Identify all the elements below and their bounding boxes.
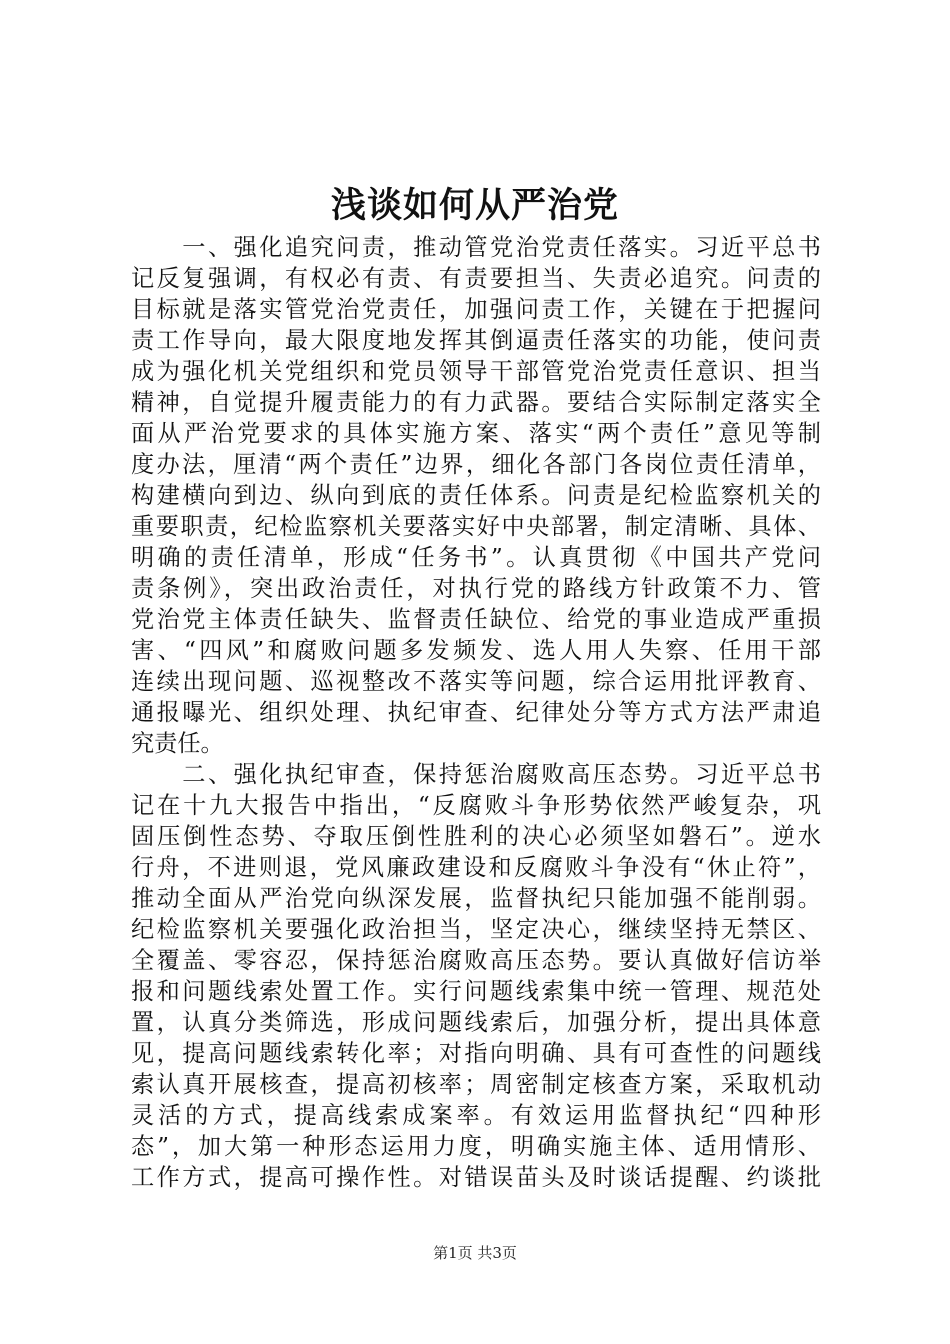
text-line: 度办法，厘清“两个责任”边界，细化各部门各岗位责任清单， [131, 451, 821, 478]
text-line: 推动全面从严治党向纵深发展，监督执纪只能加强不能削弱。 [131, 885, 821, 912]
text-line: 目标就是落实管党治党责任，加强问责工作，关键在于把握问 [131, 296, 821, 323]
text-line: 见，提高问题线索转化率；对指向明确、具有可查性的问题线 [131, 1040, 821, 1067]
text-line: 置，认真分类筛选，形成问题线索后，加强分析，提出具体意 [131, 1009, 821, 1036]
text-line: 精神，自觉提升履责能力的有力武器。要结合实际制定落实全 [131, 389, 821, 416]
text-line: 究责任。 [131, 730, 224, 757]
text-line: 记反复强调，有权必有责、有责要担当、失责必追究。问责的 [131, 265, 821, 292]
text-line: 记在十九大报告中指出，“反腐败斗争形势依然严峻复杂，巩 [131, 792, 821, 819]
page-footer: 第1页 共3页 [433, 1244, 517, 1262]
document-body [131, 232, 821, 1193]
text-line: 灵活的方式，提高线索成案率。有效运用监督执纪“四种形 [131, 1102, 821, 1129]
text-line: 责工作导向，最大限度地发挥其倒逼责任落实的功能，使问责 [131, 327, 821, 354]
text-line: 一、强化追究问责，推动管党治党责任落实。习近平总书 [131, 234, 821, 261]
text-line: 害、“四风”和腐败问题多发频发、选人用人失察、任用干部 [131, 637, 821, 664]
text-line: 重要职责，纪检监察机关要落实好中央部署，制定清晰、具体、 [131, 513, 821, 540]
text-line: 报和问题线索处置工作。实行问题线索集中统一管理、规范处 [131, 978, 821, 1005]
text-line: 纪检监察机关要强化政治担当，坚定决心，继续坚持无禁区、 [131, 916, 821, 943]
text-line: 二、强化执纪审查，保持惩治腐败高压态势。习近平总书 [131, 761, 821, 788]
text-line: 工作方式，提高可操作性。对错误苗头及时谈话提醒、约谈批 [131, 1164, 821, 1191]
text-line: 连续出现问题、巡视整改不落实等问题，综合运用批评教育、 [131, 668, 821, 695]
text-line: 态”，加大第一种形态运用力度，明确实施主体、适用情形、 [131, 1133, 821, 1160]
text-line: 成为强化机关党组织和党员领导干部管党治党责任意识、担当 [131, 358, 821, 385]
page-title: 浅谈如何从严治党 [330, 185, 619, 226]
text-line: 行舟，不进则退，党风廉政建设和反腐败斗争没有“休止符”， [131, 854, 821, 881]
text-line: 固压倒性态势、夺取压倒性胜利的决心必须坚如磐石”。逆水 [131, 823, 821, 850]
text-line: 面从严治党要求的具体实施方案、落实“两个责任”意见等制 [131, 420, 821, 447]
text-line: 索认真开展核查，提高初核率；周密制定核查方案，采取机动 [131, 1071, 821, 1098]
text-line: 明确的责任清单，形成“任务书”。认真贯彻《中国共产党问 [131, 544, 821, 571]
text-line: 党治党主体责任缺失、监督责任缺位、给党的事业造成严重损 [131, 606, 821, 633]
text-line: 全覆盖、零容忍，保持惩治腐败高压态势。要认真做好信访举 [131, 947, 821, 974]
text-line: 责条例》，突出政治责任，对执行党的路线方针政策不力、管 [131, 575, 821, 602]
text-line: 构建横向到边、纵向到底的责任体系。问责是纪检监察机关的 [131, 482, 821, 509]
text-line: 通报曝光、组织处理、执纪审查、纪律处分等方式方法严肃追 [131, 699, 821, 726]
